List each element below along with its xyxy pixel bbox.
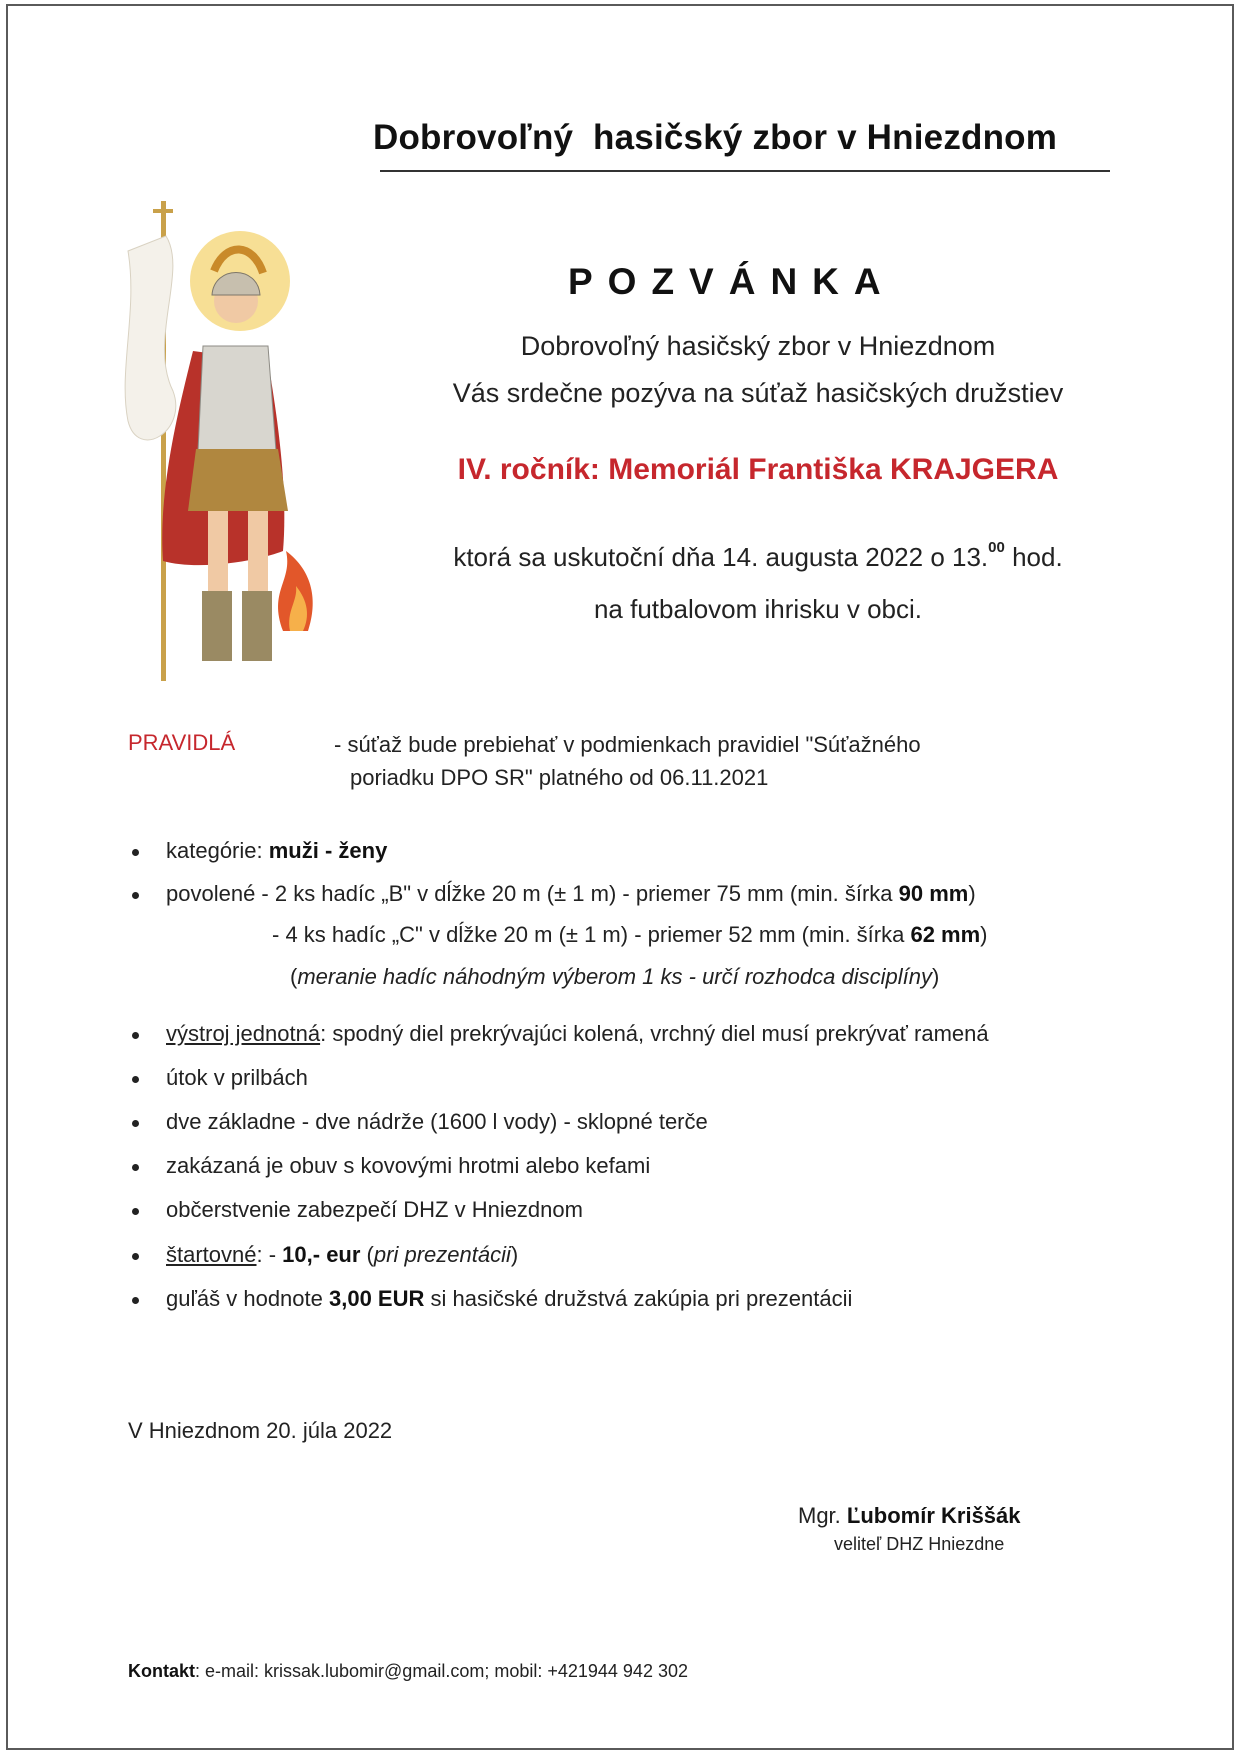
hose-measurement-note [290,964,939,990]
note-close: ) [931,964,940,989]
right-boot [242,591,272,661]
event-date-text: ktorá sa uskutoční dňa 14. augusta 2022 o 13. [453,542,989,572]
contact-label: Kontakt [128,1661,195,1681]
hoses-b-width: 90 mm [898,881,969,906]
signer-role: veliteľ DHZ Hniezdne [834,1534,1005,1554]
signer-name-line [798,1503,1021,1529]
hoses-c-end: ) [980,922,988,947]
invitation-title: POZVÁNKA [568,261,896,302]
rules-line-1: - súťaž bude prebiehať v podmienkach pravidiel "Súťažného [334,732,921,757]
armor-skirt [188,449,288,511]
signer-prefix: Mgr. [798,1503,847,1528]
bullet-dot [132,1076,139,1083]
bullet-dot [132,1253,139,1260]
cross-bar [153,209,173,213]
bullet-dot [132,1032,139,1039]
equipment-label: výstroj jednotná [166,1021,321,1046]
header-underline [380,170,1110,172]
categories-value: muži - ženy [268,838,388,863]
invitation-sheet [6,4,1234,1750]
bullet-dot [132,892,139,899]
memorial-title: IV. ročník: Memoriál Františka KRAJGERA [457,453,1059,486]
hoses-c-width: 62 mm [910,922,981,947]
goulash-text: guľáš v hodnote [166,1286,329,1311]
goulash-price: 3,00 EUR [328,1286,425,1311]
signer-name: Ľubomír Kriššák [846,1503,1021,1528]
rules-line-2: poriadku DPO SR" platného od 06.11.2021 [350,765,769,790]
organization-line: Dobrovoľný hasičský zbor v Hniezdnom [520,331,996,361]
hoses-c-text: - 4 ks hadíc „C" v dĺžke 20 m (± 1 m) - priemer 52 mm (min. šírka [272,922,911,947]
equipment-text: : spodný diel prekrývajúci kolená, vrchný diel musí prekrývať ramená [320,1021,989,1046]
entry-fee-note: pri prezentácii [373,1242,511,1267]
saint-florian-illustration [118,191,348,686]
armor-body [198,346,276,451]
hoses-b-end: ) [968,881,976,906]
bullet-dot [132,1164,139,1171]
rules-text [334,728,1094,794]
white-flag [125,236,176,440]
bullet-dot [132,1208,139,1215]
bullet-dot [132,849,139,856]
invitation-line: Vás srdečne pozýva na súťaž hasičských družstiev [452,378,1064,408]
entry-fee-label: štartovné [166,1242,257,1267]
hoses-c-line [272,922,988,948]
bullet-dot [132,1120,139,1127]
contact-line [128,1661,688,1682]
hoses-b-text: povolené - 2 ks hadíc „B" v dĺžke 20 m (± 1 m) - priemer 75 mm (min. šírka [166,881,899,906]
event-date-line [388,539,1128,573]
bases-text: dve základne - dve nádrže (1600 l vody) - sklopné terče [166,1109,708,1134]
goulash-end: si hasičské družstvá zakúpia pri prezentácii [424,1286,853,1311]
event-place-line: na futbalovom ihrisku v obci. [593,594,923,624]
categories-label: kategórie: [166,838,269,863]
left-boot [202,591,232,661]
place-and-date: V Hniezdnom 20. júla 2022 [128,1418,393,1443]
rules-label: PRAVIDLÁ [128,730,236,755]
entry-fee-sep: : - [256,1242,283,1267]
bullet-dot [132,1297,139,1304]
note-open: ( [290,964,298,989]
contact-text: : e-mail: krissak.lubomir@gmail.com; mobil: +421944 942 302 [195,1661,688,1681]
header-title: Dobrovoľný hasičský zbor v Hniezdnom [373,118,1058,157]
refreshments-text: občerstvenie zabezpečí DHZ v Hniezdnom [166,1197,583,1222]
event-time-suffix: hod. [1004,542,1063,572]
event-time-minutes: 00 [988,539,1005,556]
shoes-text: zakázaná je obuv s kovovými hrotmi alebo kefami [166,1153,651,1178]
helmets-text: útok v prilbách [166,1065,308,1090]
entry-fee-close: ) [510,1242,519,1267]
entry-fee-value: 10,- eur [282,1242,361,1267]
note-text: meranie hadíc náhodným výberom 1 ks - určí rozhodca disciplíny [297,964,932,989]
entry-fee-open: ( [360,1242,374,1267]
